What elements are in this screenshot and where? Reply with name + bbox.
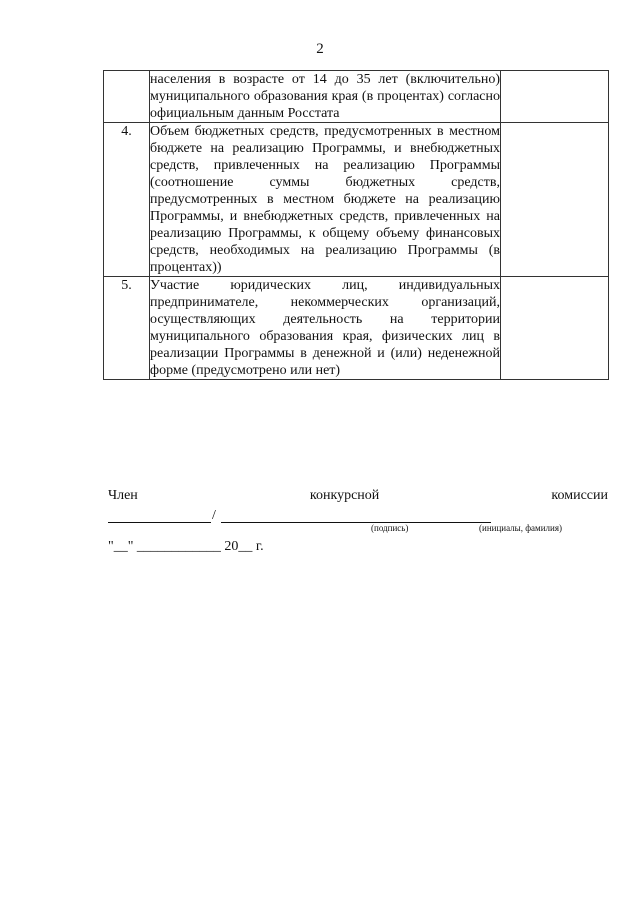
table-row xyxy=(104,71,609,123)
row-number: 4. xyxy=(104,123,150,277)
signature-separator: / xyxy=(212,508,216,523)
page-number: 2 xyxy=(316,41,324,57)
signature-title xyxy=(108,488,608,504)
criteria-table xyxy=(103,70,609,380)
row-value-cell xyxy=(501,123,609,277)
row-value-cell xyxy=(501,277,609,380)
name-caption: (инициалы, фамилия) xyxy=(479,523,562,533)
signature-date: "__" ____________ 20__ г. xyxy=(108,539,264,554)
signature-caption: (подпись) xyxy=(371,523,409,533)
row-text: Участие юридических лиц, индивидуальных предпринимателе, некоммерческих организаций, осуществляющих деятельность на территории муниципального образования края, физических лиц в реализации Программы в денежной и (или) неденежной форме (предусмотрено или нет) xyxy=(150,278,500,378)
signature-captions xyxy=(108,523,608,535)
row-number xyxy=(104,71,150,123)
signature-title-word: конкурсной xyxy=(309,488,380,503)
row-number: 5. xyxy=(104,277,150,380)
signature-title-word: комиссии xyxy=(551,488,608,503)
row-value-cell xyxy=(501,71,609,123)
table-row xyxy=(104,277,609,380)
row-text: населения в возрасте от 14 до 35 лет (включительно) муниципального образования края (в процентах) согласно официальным данным Росстата xyxy=(150,72,500,121)
table-row xyxy=(104,123,609,277)
signature-title-word: Член xyxy=(108,488,138,503)
row-text: Объем бюджетных средств, предусмотренных в местном бюджете на реализацию Программы, и внебюджетных средств, привлеченных на реализацию Программы (соотношение суммы бюджетных средств, предусмотренных в местном бюджете на реализацию Программы, и внебюджетных средств, привлеченных на реализацию Программы, к общему объему финансовых средств, необходимых на реализацию Программы (в процентах)) xyxy=(150,124,500,275)
signature-lines xyxy=(108,508,608,524)
